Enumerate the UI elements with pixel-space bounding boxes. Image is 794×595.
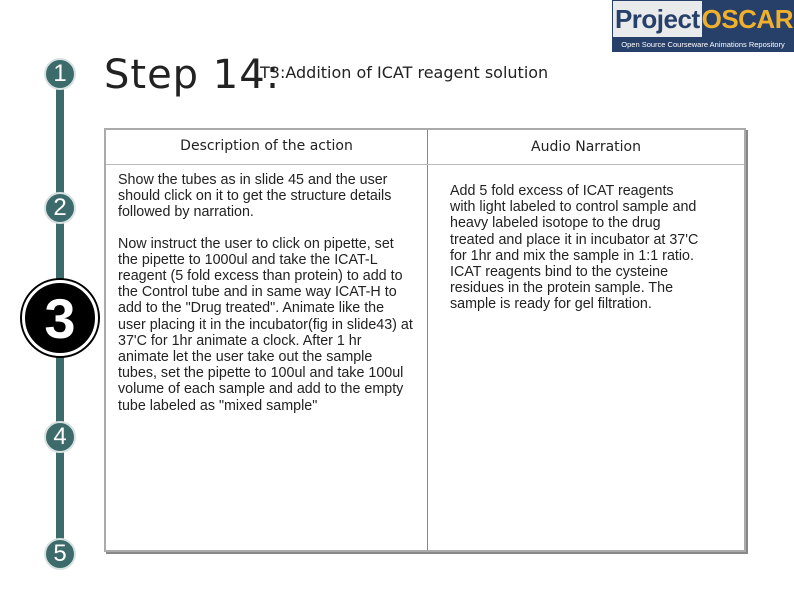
- step-1-marker[interactable]: 1: [44, 58, 76, 90]
- audio-column-header: Audio Narration: [531, 139, 641, 155]
- step-5-marker[interactable]: 5: [44, 538, 76, 570]
- step-2-marker[interactable]: 2: [44, 192, 76, 224]
- header-divider: [106, 164, 744, 165]
- action-paragraph: Show the tubes as in slide 45 and the user should click on it to get the structure details followed by narration.: [118, 172, 392, 221]
- storyboard-table: [104, 128, 746, 552]
- audio-narration-cell: Add 5 fold excess of ICAT reagents with light labeled to control sample and heavy labeled isotope to the drug treated and place it in incubator at 37'C for 1hr and mix the sample in 1:1 ratio. ICAT reagents bind to the cysteine residues in the protein sample. The sample is ready for gel filtration.: [450, 183, 699, 313]
- step-4-marker[interactable]: 4: [44, 421, 76, 453]
- action-column-header: Description of the action: [180, 138, 353, 154]
- logo-tagline: Open Source Courseware Animations Repository: [613, 37, 793, 51]
- column-divider: [427, 130, 428, 550]
- step-subtitle: T3:Addition of ICAT reagent solution: [260, 63, 549, 82]
- action-paragraph: Now instruct the user to click on pipette, set the pipette to 1000ul and take the ICAT-L reagent (5 fold excess than protein) to add to the Control tube and in same way ICAT-H to add to the "Drug treated". Animate like the user placing it in the incubator(fig in slide43) at 37'C for 1hr animate a clock. After 1 hr animate let the user take out the sample tubes, set the pipette to 100ul and take 100ul volume of each sample and add to the empty tube labeled as "mixed sample": [118, 235, 413, 414]
- logo-oscar-text: OSCAR: [702, 1, 793, 37]
- step-title: Step 14:: [104, 52, 281, 98]
- step-3-marker-active[interactable]: 3: [22, 280, 98, 356]
- action-description-cell: [118, 172, 414, 414]
- project-oscar-logo: [612, 0, 794, 52]
- logo-project-text: Project: [613, 1, 702, 37]
